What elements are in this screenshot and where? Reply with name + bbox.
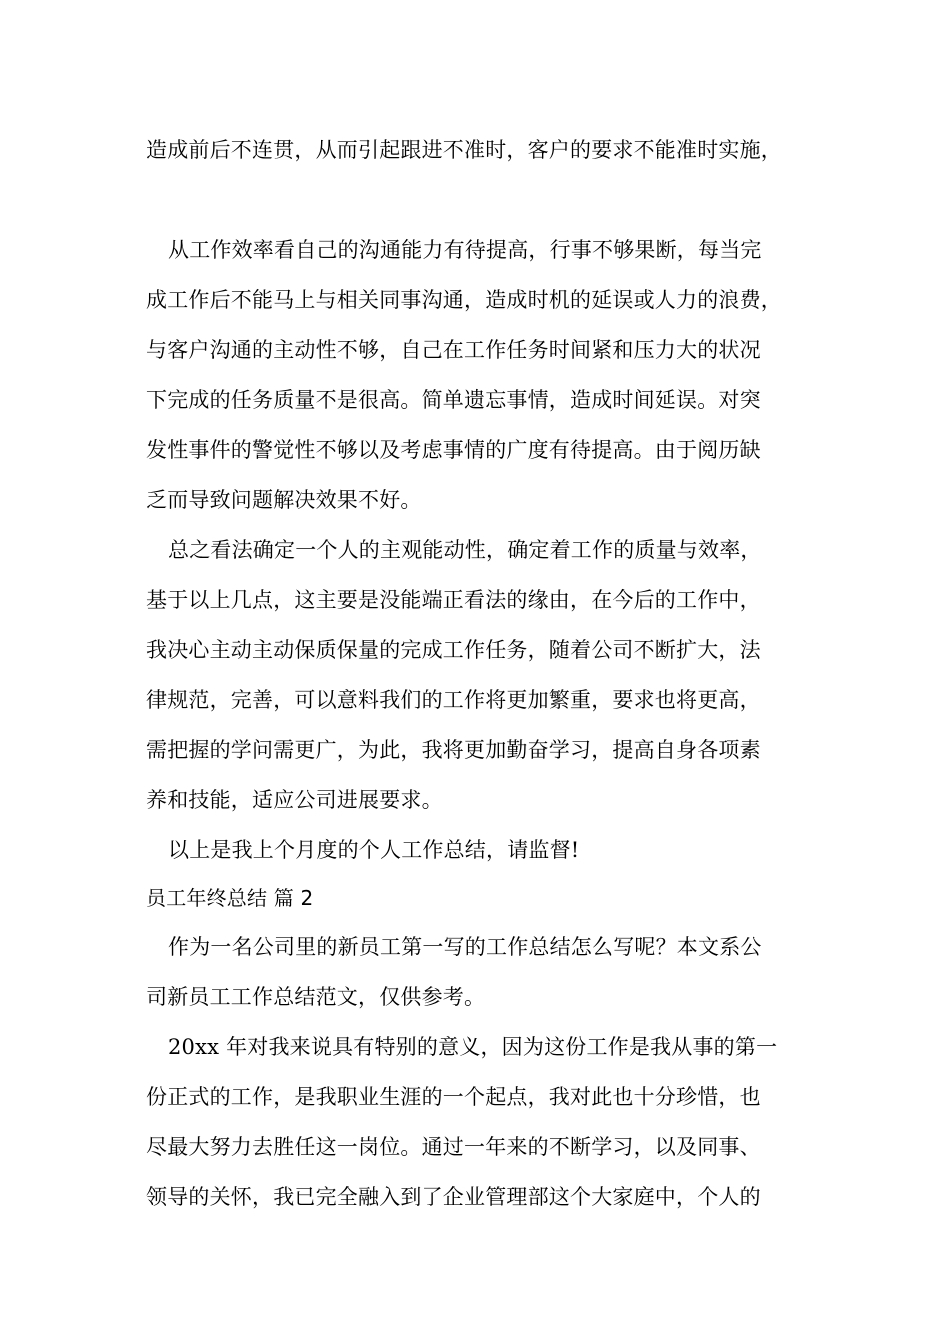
- paragraph-line: 养和技能，适应公司进展要求。: [146, 788, 443, 812]
- paragraph-line: 以上是我上个月度的个人工作总结，请监督!: [168, 838, 580, 862]
- paragraph-line: 司新员工工作总结范文，仅供参考。: [146, 985, 486, 1009]
- paragraph-line: 基于以上几点，这主要是没能端正看法的缘由，在今后的工作中，: [146, 588, 761, 612]
- paragraph-line: 乏而导致问题解决效果不好。: [146, 488, 422, 512]
- paragraph-line: 从工作效率看自己的沟通能力有待提高，行事不够果断，每当完: [168, 238, 762, 262]
- paragraph-line: 成工作后不能马上与相关同事沟通，造成时机的延误或人力的浪费，: [146, 288, 782, 312]
- paragraph-line: 总之看法确定一个人的主观能动性，确定着工作的质量与效率，: [168, 538, 762, 562]
- paragraph-line: 与客户沟通的主动性不够，自己在工作任务时间紧和压力大的状况: [146, 338, 761, 362]
- paragraph-line: 发性事件的警觉性不够以及考虑事情的广度有待提高。由于阅历缺: [146, 438, 761, 462]
- paragraph-line: 需把握的学问需更广，为此，我将更加勤奋学习，提高自身各项素: [146, 738, 761, 762]
- paragraph-line: 作为一名公司里的新员工第一写的工作总结怎么写呢？本文系公: [168, 935, 762, 959]
- section-heading: 员工年终总结 篇 2: [146, 886, 314, 910]
- paragraph-line: 律规范，完善，可以意料我们的工作将更加繁重，要求也将更高，: [146, 688, 761, 712]
- paragraph-line: 20xx 年对我来说具有特别的意义，因为这份工作是我从事的第一: [168, 1035, 778, 1059]
- paragraph-line: 份正式的工作，是我职业生涯的一个起点，我对此也十分珍惜，也: [146, 1085, 761, 1109]
- paragraph-line: 我决心主动主动保质保量的完成工作任务，随着公司不断扩大，法: [146, 638, 761, 662]
- paragraph-line: 领导的关怀，我已完全融入到了企业管理部这个大家庭中，个人的: [146, 1185, 761, 1209]
- paragraph-line: 尽最大努力去胜任这一岗位。通过一年来的不断学习，以及同事、: [146, 1135, 761, 1159]
- paragraph-line: 造成前后不连贯，从而引起跟进不准时，客户的要求不能准时实施，: [146, 138, 782, 162]
- paragraph-line: 下完成的任务质量不是很高。简单遗忘事情，造成时间延误。对突: [146, 388, 761, 412]
